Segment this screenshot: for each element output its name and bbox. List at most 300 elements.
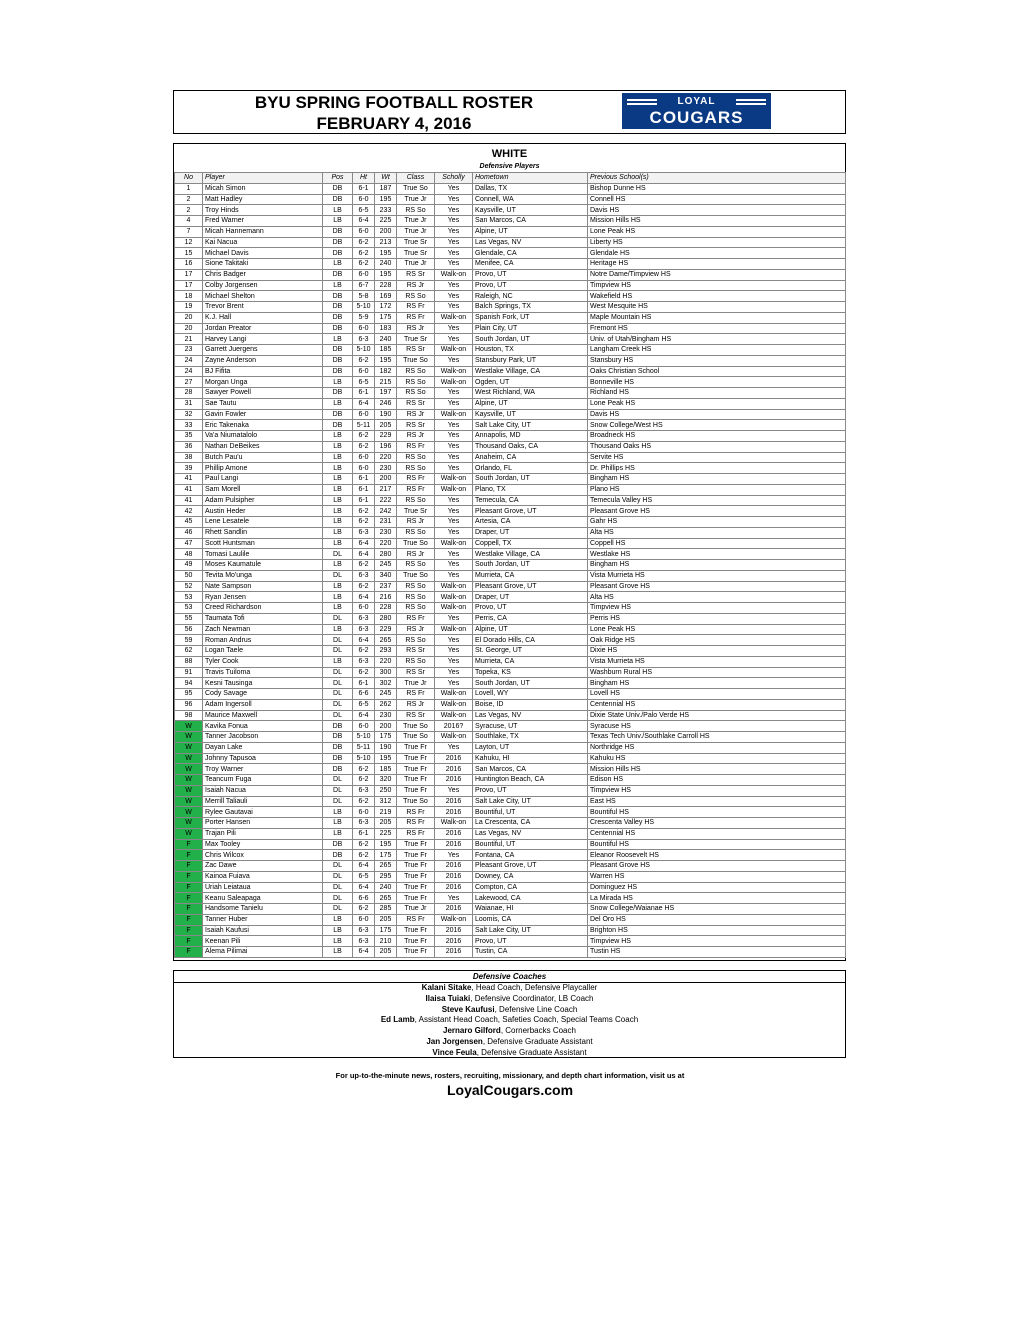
table-row: [175, 635, 846, 646]
cell-scholarship: Walk-on: [435, 484, 473, 495]
cell-height: 6-0: [353, 194, 375, 205]
cell-weight: 262: [375, 699, 397, 710]
cell-height: 6-4: [353, 710, 375, 721]
cell-number: F: [175, 904, 203, 915]
cell-hometown: Salt Lake City, UT: [473, 925, 588, 936]
cell-number: 24: [175, 355, 203, 366]
cell-position: DB: [323, 409, 353, 420]
cell-previous-school: Tustin HS: [588, 947, 846, 958]
cell-previous-school: Bingham HS: [588, 560, 846, 571]
cell-hometown: Raleigh, NC: [473, 291, 588, 302]
cell-class: RS Sr: [397, 269, 435, 280]
cell-weight: 265: [375, 635, 397, 646]
cell-class: RS Fr: [397, 302, 435, 313]
cell-hometown: San Marcos, CA: [473, 764, 588, 775]
table-row: [175, 646, 846, 657]
cell-weight: 195: [375, 355, 397, 366]
cell-player: Micah Simon: [203, 183, 323, 194]
cell-previous-school: Connell HS: [588, 194, 846, 205]
cell-weight: 250: [375, 785, 397, 796]
coach-name: Kalani Sitake: [421, 983, 472, 992]
coach-name: Ilaisa Tuiaki: [425, 993, 471, 1003]
cell-position: LB: [323, 474, 353, 485]
cell-player: Chris Badger: [203, 269, 323, 280]
cell-height: 6-4: [353, 635, 375, 646]
cell-previous-school: Lone Peak HS: [588, 624, 846, 635]
cell-scholarship: Walk-on: [435, 710, 473, 721]
cell-weight: 185: [375, 764, 397, 775]
cell-scholarship: 2016: [435, 882, 473, 893]
cell-class: True Jr: [397, 904, 435, 915]
cell-number: W: [175, 818, 203, 829]
cell-height: 6-5: [353, 377, 375, 388]
cell-weight: 200: [375, 721, 397, 732]
cell-position: LB: [323, 398, 353, 409]
table-row: [175, 721, 846, 732]
cell-height: 6-2: [353, 646, 375, 657]
cell-weight: 242: [375, 506, 397, 517]
cell-weight: 240: [375, 259, 397, 270]
cell-player: Merrill Taliauli: [203, 796, 323, 807]
table-row: [175, 732, 846, 743]
table-row: [175, 603, 846, 614]
cell-class: RS Sr: [397, 398, 435, 409]
cell-scholarship: Walk-on: [435, 581, 473, 592]
cell-height: 6-6: [353, 689, 375, 700]
cell-class: RS So: [397, 581, 435, 592]
cell-player: Creed Richardson: [203, 603, 323, 614]
table-row: [175, 839, 846, 850]
cell-position: DL: [323, 882, 353, 893]
cell-class: RS Jr: [397, 517, 435, 528]
cell-previous-school: Oaks Christian School: [588, 366, 846, 377]
section-title: WHITE: [491, 148, 528, 160]
table-row: [175, 764, 846, 775]
cell-scholarship: 2016: [435, 861, 473, 872]
table-row: [175, 592, 846, 603]
cell-weight: 187: [375, 183, 397, 194]
cell-hometown: San Marcos, CA: [473, 216, 588, 227]
cell-weight: 228: [375, 603, 397, 614]
cell-previous-school: Notre Dame/Timpview HS: [588, 269, 846, 280]
cell-scholarship: Walk-on: [435, 377, 473, 388]
cell-scholarship: Walk-on: [435, 914, 473, 925]
cell-scholarship: 2016: [435, 947, 473, 958]
table-row: [175, 893, 846, 904]
table-row: [175, 925, 846, 936]
cell-class: RS Sr: [397, 667, 435, 678]
cell-previous-school: Vista Murrieta HS: [588, 656, 846, 667]
cell-previous-school: Warren HS: [588, 871, 846, 882]
table-row: [175, 699, 846, 710]
cell-scholarship: Yes: [435, 635, 473, 646]
coach-name: Jernaro Gilford: [443, 1026, 501, 1036]
cell-position: DB: [323, 226, 353, 237]
coach-role: , Defensive Coordinator, LB Coach: [470, 993, 594, 1003]
cell-number: 21: [175, 334, 203, 345]
cell-previous-school: Texas Tech Univ./Southlake Carroll HS: [588, 732, 846, 743]
cell-number: F: [175, 893, 203, 904]
cell-player: Isaiah Nacua: [203, 785, 323, 796]
cell-previous-school: Broadneck HS: [588, 431, 846, 442]
cell-weight: 195: [375, 194, 397, 205]
cell-position: DL: [323, 904, 353, 915]
table-row: [175, 334, 846, 345]
cell-height: 6-4: [353, 549, 375, 560]
cell-previous-school: Maple Mountain HS: [588, 312, 846, 323]
cell-height: 6-2: [353, 796, 375, 807]
cell-previous-school: Coppell HS: [588, 538, 846, 549]
cell-height: 5-10: [353, 753, 375, 764]
cell-height: 6-3: [353, 785, 375, 796]
cell-scholarship: Walk-on: [435, 624, 473, 635]
cell-previous-school: Crescenta Valley HS: [588, 818, 846, 829]
cell-height: 6-5: [353, 871, 375, 882]
cell-previous-school: Timpview HS: [588, 603, 846, 614]
cell-position: DB: [323, 721, 353, 732]
cell-class: True Fr: [397, 893, 435, 904]
cell-hometown: Artesia, CA: [473, 517, 588, 528]
cell-class: True So: [397, 732, 435, 743]
col-header-pos: Pos: [323, 173, 353, 184]
cell-hometown: Murrieta, CA: [473, 656, 588, 667]
cell-hometown: Anaheim, CA: [473, 452, 588, 463]
cell-previous-school: Centennial HS: [588, 828, 846, 839]
cell-class: RS So: [397, 463, 435, 474]
cell-class: RS Fr: [397, 914, 435, 925]
cell-scholarship: Walk-on: [435, 538, 473, 549]
cell-class: True Fr: [397, 882, 435, 893]
roster-title: BYU SPRING FOOTBALL ROSTER: [254, 93, 534, 112]
cell-previous-school: Stansbury HS: [588, 355, 846, 366]
cell-position: LB: [323, 280, 353, 291]
cell-player: Harvey Langi: [203, 334, 323, 345]
cell-height: 6-1: [353, 495, 375, 506]
cell-height: 6-0: [353, 463, 375, 474]
cell-hometown: Pleasant Grove, UT: [473, 861, 588, 872]
cell-scholarship: Yes: [435, 560, 473, 571]
cell-player: Kai Nacua: [203, 237, 323, 248]
table-row: [175, 345, 846, 356]
cell-weight: 240: [375, 882, 397, 893]
cell-hometown: Provo, UT: [473, 269, 588, 280]
cell-weight: 175: [375, 312, 397, 323]
cell-scholarship: Walk-on: [435, 312, 473, 323]
cell-previous-school: Timpview HS: [588, 785, 846, 796]
cell-class: RS So: [397, 603, 435, 614]
coach-role: , Head Coach, Defensive Playcaller: [471, 983, 598, 992]
cell-hometown: Temecula, CA: [473, 495, 588, 506]
cell-scholarship: Yes: [435, 549, 473, 560]
cell-player: Michael Shelton: [203, 291, 323, 302]
cell-weight: 190: [375, 409, 397, 420]
cell-position: LB: [323, 592, 353, 603]
cell-weight: 196: [375, 441, 397, 452]
cell-scholarship: Yes: [435, 893, 473, 904]
cell-player: Tevita Mo'unga: [203, 570, 323, 581]
cell-scholarship: 2016: [435, 764, 473, 775]
cell-position: LB: [323, 947, 353, 958]
cell-class: True So: [397, 721, 435, 732]
cell-hometown: Downey, CA: [473, 871, 588, 882]
cell-weight: 245: [375, 689, 397, 700]
cell-weight: 229: [375, 624, 397, 635]
coach-line: [174, 994, 845, 1005]
cell-previous-school: Dixie HS: [588, 646, 846, 657]
cell-scholarship: Yes: [435, 398, 473, 409]
cell-hometown: St. George, UT: [473, 646, 588, 657]
cell-weight: 340: [375, 570, 397, 581]
cell-player: Tomasi Laulile: [203, 549, 323, 560]
cell-scholarship: Walk-on: [435, 592, 473, 603]
cell-class: True Fr: [397, 839, 435, 850]
cell-height: 6-1: [353, 183, 375, 194]
table-row: [175, 420, 846, 431]
cell-number: 24: [175, 366, 203, 377]
cell-player: Sawyer Powell: [203, 388, 323, 399]
cell-number: 33: [175, 420, 203, 431]
coach-name: Ed Lamb: [380, 1015, 415, 1025]
cell-class: RS So: [397, 527, 435, 538]
cell-height: 6-0: [353, 323, 375, 334]
table-row: [175, 710, 846, 721]
cell-class: True Fr: [397, 775, 435, 786]
coach-line: [174, 1015, 845, 1026]
coach-name: Vince Feula: [432, 1047, 477, 1057]
cell-previous-school: Dr. Phillips HS: [588, 463, 846, 474]
cell-position: DB: [323, 183, 353, 194]
cell-weight: 230: [375, 710, 397, 721]
cell-class: True Jr: [397, 216, 435, 227]
cell-previous-school: Oak Ridge HS: [588, 635, 846, 646]
cell-number: 18: [175, 291, 203, 302]
cell-position: DL: [323, 678, 353, 689]
cell-position: LB: [323, 527, 353, 538]
cell-class: RS Sr: [397, 345, 435, 356]
cell-number: 1: [175, 183, 203, 194]
cell-hometown: Perris, CA: [473, 613, 588, 624]
cell-number: 38: [175, 452, 203, 463]
cell-weight: 183: [375, 323, 397, 334]
cell-position: DB: [323, 269, 353, 280]
cell-number: 95: [175, 689, 203, 700]
cell-class: RS Sr: [397, 420, 435, 431]
cell-weight: 265: [375, 861, 397, 872]
cell-scholarship: Yes: [435, 355, 473, 366]
cell-hometown: Provo, UT: [473, 936, 588, 947]
cell-player: Sam Morell: [203, 484, 323, 495]
cell-previous-school: Del Oro HS: [588, 914, 846, 925]
cell-weight: 300: [375, 667, 397, 678]
cell-height: 5-8: [353, 291, 375, 302]
cell-height: 6-2: [353, 355, 375, 366]
cell-number: 23: [175, 345, 203, 356]
cell-position: DL: [323, 871, 353, 882]
cell-class: True Fr: [397, 742, 435, 753]
cell-player: Adam Ingersoll: [203, 699, 323, 710]
coach-role: , Defensive Graduate Assistant: [476, 1047, 587, 1057]
cell-player: Nathan DeBeikes: [203, 441, 323, 452]
cell-player: Troy Hinds: [203, 205, 323, 216]
cell-previous-school: Plano HS: [588, 484, 846, 495]
cell-number: 53: [175, 603, 203, 614]
table-body: [175, 183, 846, 957]
cell-height: 6-2: [353, 259, 375, 270]
cell-position: LB: [323, 936, 353, 947]
cell-hometown: Las Vegas, NV: [473, 710, 588, 721]
cell-height: 6-3: [353, 936, 375, 947]
cell-position: DB: [323, 420, 353, 431]
cell-class: RS Fr: [397, 312, 435, 323]
cell-number: 36: [175, 441, 203, 452]
cell-weight: 280: [375, 613, 397, 624]
cell-weight: 220: [375, 452, 397, 463]
cell-hometown: Salt Lake City, UT: [473, 420, 588, 431]
cell-player: Sae Tautu: [203, 398, 323, 409]
cell-scholarship: Yes: [435, 280, 473, 291]
cell-scholarship: Yes: [435, 452, 473, 463]
cell-height: 6-2: [353, 560, 375, 571]
cell-previous-school: Pleasant Grove HS: [588, 581, 846, 592]
cell-previous-school: Lone Peak HS: [588, 398, 846, 409]
cell-position: LB: [323, 452, 353, 463]
cell-player: Keenan Pili: [203, 936, 323, 947]
cell-position: LB: [323, 334, 353, 345]
cell-previous-school: Timpview HS: [588, 280, 846, 291]
table-row: [175, 398, 846, 409]
cell-previous-school: Mission Hills HS: [588, 216, 846, 227]
cell-hometown: Draper, UT: [473, 592, 588, 603]
cell-player: Isaiah Kaufusi: [203, 925, 323, 936]
cell-previous-school: Liberty HS: [588, 237, 846, 248]
cell-number: W: [175, 796, 203, 807]
cell-player: Butch Pau'u: [203, 452, 323, 463]
cell-number: 98: [175, 710, 203, 721]
cell-previous-school: Pleasant Grove HS: [588, 506, 846, 517]
cell-number: 49: [175, 560, 203, 571]
cell-number: 32: [175, 409, 203, 420]
cell-scholarship: Yes: [435, 463, 473, 474]
cell-hometown: Provo, UT: [473, 603, 588, 614]
cell-position: DL: [323, 893, 353, 904]
cell-class: True Fr: [397, 850, 435, 861]
cell-player: Jordan Preator: [203, 323, 323, 334]
cell-hometown: Menifee, CA: [473, 259, 588, 270]
cell-scholarship: Yes: [435, 183, 473, 194]
cell-class: RS Fr: [397, 613, 435, 624]
cell-height: 6-3: [353, 656, 375, 667]
cell-scholarship: Yes: [435, 667, 473, 678]
cell-height: 6-3: [353, 613, 375, 624]
roster-table: [174, 172, 846, 958]
cell-scholarship: Yes: [435, 259, 473, 270]
cell-scholarship: Yes: [435, 742, 473, 753]
cell-height: 5-10: [353, 732, 375, 743]
cell-previous-school: Westlake HS: [588, 549, 846, 560]
cell-number: 52: [175, 581, 203, 592]
cell-position: LB: [323, 656, 353, 667]
table-row: [175, 656, 846, 667]
cell-position: LB: [323, 807, 353, 818]
cell-player: Rhett Sandlin: [203, 527, 323, 538]
cell-previous-school: Timpview HS: [588, 936, 846, 947]
cell-player: Porter Hansen: [203, 818, 323, 829]
cell-hometown: Pleasant Grove, UT: [473, 506, 588, 517]
cell-player: Handsome Tanielu: [203, 904, 323, 915]
cell-height: 6-2: [353, 581, 375, 592]
cell-class: True Sr: [397, 248, 435, 259]
cell-scholarship: 2016?: [435, 721, 473, 732]
cell-hometown: West Richland, WA: [473, 388, 588, 399]
table-row: [175, 226, 846, 237]
cell-scholarship: Yes: [435, 248, 473, 259]
col-header-wt: Wt: [375, 173, 397, 184]
cell-weight: 205: [375, 818, 397, 829]
website-link[interactable]: LoyalCougars.com: [446, 1082, 574, 1098]
cell-player: Uriah Leiataua: [203, 882, 323, 893]
cell-number: W: [175, 785, 203, 796]
cell-previous-school: Mission Hills HS: [588, 764, 846, 775]
cell-player: Gavin Fowler: [203, 409, 323, 420]
cell-number: W: [175, 828, 203, 839]
cell-player: Adam Pulsipher: [203, 495, 323, 506]
cell-class: RS So: [397, 592, 435, 603]
coach-line: [174, 1048, 845, 1059]
cell-height: 6-4: [353, 592, 375, 603]
cell-scholarship: 2016: [435, 796, 473, 807]
cell-height: 6-7: [353, 280, 375, 291]
cell-height: 6-2: [353, 506, 375, 517]
cell-weight: 219: [375, 807, 397, 818]
table-row: [175, 861, 846, 872]
cell-class: RS Jr: [397, 624, 435, 635]
col-header-ht: Ht: [353, 173, 375, 184]
cell-height: 6-2: [353, 839, 375, 850]
table-row: [175, 538, 846, 549]
cell-class: True Sr: [397, 237, 435, 248]
cell-position: DB: [323, 850, 353, 861]
cell-scholarship: Yes: [435, 216, 473, 227]
cell-scholarship: Yes: [435, 194, 473, 205]
cell-player: Tanner Jacobson: [203, 732, 323, 743]
cell-player: Scott Huntsman: [203, 538, 323, 549]
cell-weight: 220: [375, 656, 397, 667]
cell-scholarship: 2016: [435, 904, 473, 915]
cell-previous-school: Wakefield HS: [588, 291, 846, 302]
cell-position: DL: [323, 635, 353, 646]
cell-number: 45: [175, 517, 203, 528]
cell-position: DB: [323, 345, 353, 356]
cell-hometown: Loomis, CA: [473, 914, 588, 925]
cell-scholarship: Walk-on: [435, 732, 473, 743]
cell-previous-school: Servite HS: [588, 452, 846, 463]
table-row: [175, 613, 846, 624]
cell-previous-school: Syracuse HS: [588, 721, 846, 732]
cell-number: 39: [175, 463, 203, 474]
cell-class: RS Fr: [397, 484, 435, 495]
cell-player: Tyler Cook: [203, 656, 323, 667]
cell-hometown: Lakewood, CA: [473, 893, 588, 904]
cell-position: DL: [323, 710, 353, 721]
table-row: [175, 785, 846, 796]
cell-position: LB: [323, 925, 353, 936]
cell-class: RS So: [397, 366, 435, 377]
cell-hometown: Ogden, UT: [473, 377, 588, 388]
cell-position: LB: [323, 463, 353, 474]
cell-player: Paul Langi: [203, 474, 323, 485]
cell-scholarship: Yes: [435, 517, 473, 528]
cell-scholarship: 2016: [435, 871, 473, 882]
